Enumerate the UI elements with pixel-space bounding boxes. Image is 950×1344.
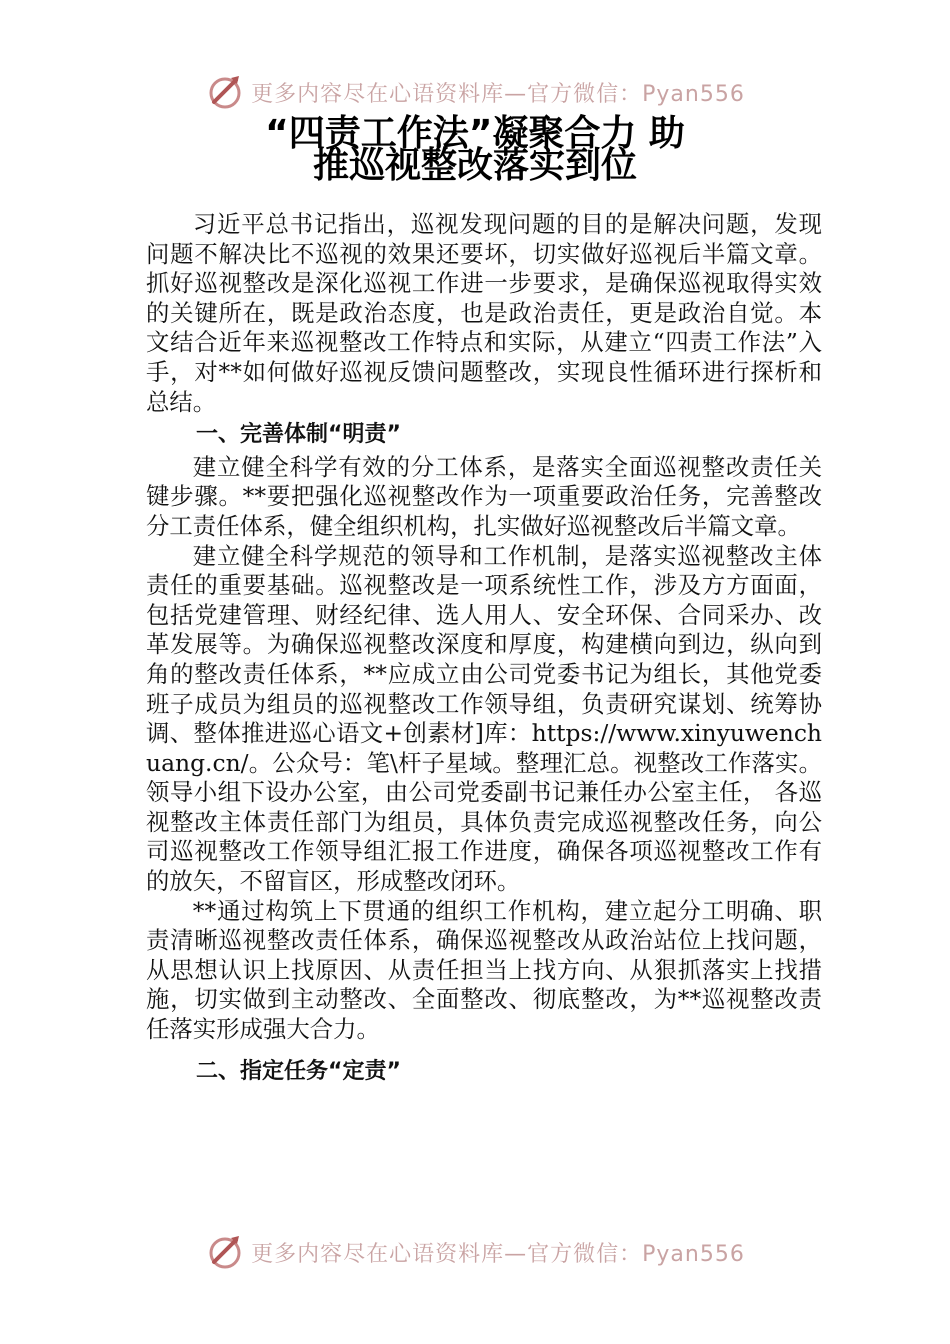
watermark-text: 更多内容尽在心语资料库—官方微信：Pyan556 bbox=[251, 1241, 745, 1267]
article-body bbox=[146, 210, 822, 1089]
watermark-text: 更多内容尽在心语资料库—官方微信：Pyan556 bbox=[251, 81, 745, 107]
section1-paragraph-3: **通过构筑上下贯通的组织工作机构，建立起分工明确、职责清晰巡视整改责任体系，确保巡视整改从政治站位上找问题，从思想认识上找原因、从责任担当上找方向、从狠抓落实上找措施，切实做到主动整改、全面整改、彻底整改，为**巡视整改责任落实形成强大合力。 bbox=[146, 896, 822, 1044]
section1-paragraph-1: 建立健全科学有效的分工体系，是落实全面巡视整改责任关键步骤。**要把强化巡视整改作为一项重要政治任务，完善整改分工责任体系，健全组织机构，扎实做好巡视整改后半篇文章。 bbox=[146, 452, 822, 540]
pen-logo-icon bbox=[205, 1232, 245, 1272]
pen-logo-icon bbox=[205, 72, 245, 112]
intro-paragraph: 习近平总书记指出，巡视发现问题的目的是解决问题，发现问题不解决比不巡视的效果还要坏，切实做好巡视后半篇文章。抓好巡视整改是深化巡视工作进一步要求，是确保巡视取得实效的关键所在，既是政治态度，也是政治责任，更是政治自觉。本文结合近年来巡视整改工作特点和实际，从建立“四责工作法”入手，对**如何做好巡视反馈问题整改，实现良性循环进行探析和总结。 bbox=[146, 210, 822, 416]
section-heading-1: 一、完善体制“明责” bbox=[196, 422, 401, 448]
section-heading-2: 二、指定任务“定责” bbox=[196, 1058, 401, 1084]
title-line-1: “四责工作法”凝聚合力 助 bbox=[265, 113, 685, 154]
watermark-banner-top bbox=[0, 70, 950, 114]
title-line-2: 推巡视整改落实到位 bbox=[312, 145, 637, 186]
page-title bbox=[150, 113, 800, 186]
section1-paragraph-2: 建立健全科学规范的领导和工作机制，是落实巡视整改主体责任的重要基础。巡视整改是一项系统性工作，涉及方方面面，包括党建管理、财经纪律、选人用人、安全环保、合同采办、改革发展等。为确保巡视整改深度和厚度，构建横向到边，纵向到角的整改责任体系，**应成立由公司党委书记为组长，其他党委班子成员为组员的巡视整改工作领导组，负责研究谋划、统筹协调、整体推进巡心语文+创素材]库：https://www.xinyuwenchuang.cn/。公众号：笔\杆子星域。整理汇总。视整改工作落实。领导小组下设办公室，由公司党委副书记兼任办公室主任， 各巡视整改主体责任部门为组员，具体负责完成巡视整改任务，向公司巡视整改工作领导组汇报工作进度，确保各项巡视整改工作有的放矢，不留盲区，形成整改闭环。 bbox=[146, 541, 822, 896]
watermark-banner-bottom bbox=[0, 1230, 950, 1274]
